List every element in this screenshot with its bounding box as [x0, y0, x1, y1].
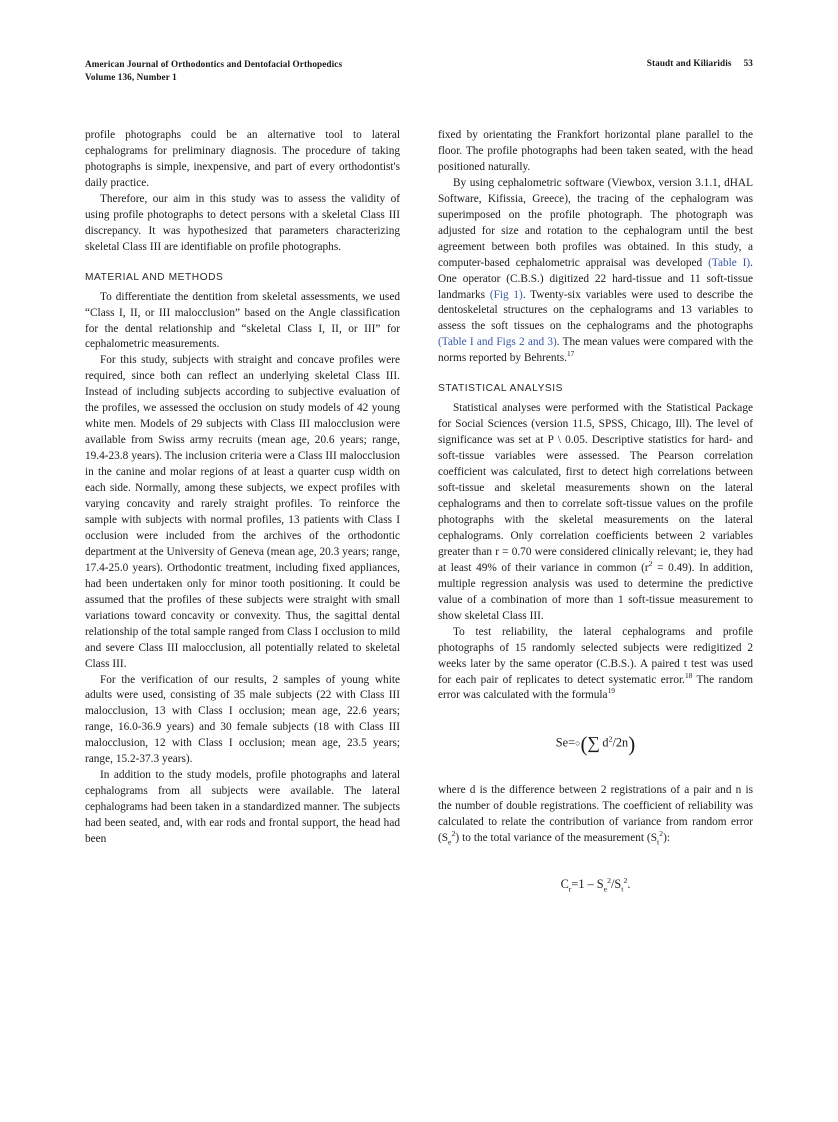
running-head-authors-block	[647, 58, 753, 68]
formula2-num-sub: e	[603, 884, 608, 894]
left-column	[85, 128, 400, 892]
page-number: 53	[743, 58, 753, 68]
formula-reliability-coefficient	[438, 877, 753, 892]
st-superscript: 2	[659, 829, 664, 839]
formula2-equals: =	[571, 877, 579, 892]
section-heading-statistical-analysis: STATISTICAL ANALYSIS	[438, 383, 563, 395]
paragraph-sample: For this study, subjects with straight and concave profiles were required, since both can reflect an underlying skeletal Class III. Instead of including subjects according to subjective evaluation of the profiles, we assessed the occlusion on study models of 42 young white men. Models of 29 subjects with Class III malocclusion were available from Swiss army recruits (mean age, 20.6 years; range, 19.4-23.8 years). The inclusion criteria were a Class III malocclusion in the canine and molar regions of at least a quarter cusp width on each side. Normally, among these subjects, we expect profiles with varying concavity and rarely straight profiles. To reinforce the sample with subjects with normal profiles, 13 patients with Class I occlusion were included from the archives of the orthodontic department at the University of Geneva (mean age, 20.3 years; range, 17.4-25.0 years). Orthodontic treatment, including fixed appliances, had been undertaken only for minor tooth positioning. It could be assumed that the profiles of these subjects were straight with small variations toward concavity or convexity. Thus, the sagittal dental relationship of the total sample ranged from Class I occlusion to mild and severe Class III malocclusion, all potentially related to skeletal Class III.	[85, 354, 400, 670]
formula-lhs: Se	[555, 735, 569, 750]
spacer	[438, 847, 753, 877]
formula-root-symbol: ○	[575, 738, 581, 749]
spacer	[438, 757, 753, 783]
st-subscript: t	[656, 837, 660, 847]
reference-marker-17: 17	[566, 349, 575, 359]
formula-exponent: 2	[608, 734, 613, 744]
spacer	[438, 367, 753, 383]
formula2-lhs: C	[560, 877, 569, 892]
paragraph-reliability	[438, 625, 753, 705]
spacer	[438, 704, 753, 732]
right-column	[438, 128, 753, 892]
journal-title: American Journal of Orthodontics and Dentofacial Orthopedics	[85, 59, 343, 69]
software-text-1: By using cephalometric software (Viewbox, version 3.1.1, dHAL Software, Kifissia, Greece), the tracing of the cephalogram was superimposed on the profile photograph. The photograph was adjusted for size and rotation to the cephalogram until the best agreement between both profiles was obtained. In this study, a computer-based cephalometric appraisal was developed	[438, 176, 753, 269]
xref-fig-1[interactable]: (Fig 1)	[489, 288, 523, 301]
paragraph-intro-continued: profile photographs could be an alternative tool to lateral cephalograms for preliminary diagnosis. The procedure of taking photographs is simple, inexpensive, and part of every orthodontist's daily practice.	[85, 129, 400, 189]
statistics-text-2: = 0.49). In addition, multiple regression analysis was used to determine the predictive value of a combination of more than 1 soft-tissue measurement to show skeletal Class III.	[438, 561, 753, 622]
reliability-text-1: To test reliability, the lateral cephalograms and profile photographs of 15 randomly selected subjects were redigitized 2 weeks later by the same operator (C.B.S.). A paired t test was used for each pair of replicates to detect systematic error.	[438, 625, 753, 686]
reference-marker-18: 18	[684, 670, 693, 680]
formula-close-paren: )	[628, 732, 636, 757]
paragraph-verification: For the verification of our results, 2 samples of young white adults were used, consisting of 35 male subjects (22 with Class III malocclusion, 13 with Class I occlusion; mean age, 22.6 years; range, 16.0-36.9 years) and 30 female subjects (18 with Class III malocclusion, 12 with Class I occlusion; mean age, 23.5 years; range, 15.2-37.3 years).	[85, 673, 400, 766]
reference-marker-19: 19	[607, 686, 615, 696]
paragraph-classification: To differentiate the dentition from skeletal assessments, we used “Class I, II, or III malocclusion” based on the Angle classification for the dental relationship and “skeletal Class I, II, or III” for cephalometric measurements.	[85, 290, 400, 351]
paragraph-cephalograms: In addition to the study models, profile photographs and lateral cephalograms from all subjects were available. The lateral cephalograms had been taken in a standardized manner. The subjects had been seated, and, with ear rods and frontal support, the head had been	[85, 769, 400, 846]
paragraph-aim: Therefore, our aim in this study was to assess the validity of using profile photographs to detect persons with a skeletal Class III discrepancy. It was hypothesized that parameters characterizing skeletal Class III are identifiable on profile photographs.	[85, 192, 400, 253]
r-squared-exponent: 2	[648, 559, 653, 569]
running-head-journal-block	[85, 58, 342, 85]
running-head-authors: Staudt and Kiliaridis	[646, 58, 732, 68]
formula-open-paren: (	[580, 732, 588, 757]
volume-issue: Volume 136, Number 1	[85, 72, 177, 83]
formula2-period: .	[627, 877, 631, 892]
formula2-num-sup: 2	[607, 876, 611, 886]
reliability-text-2: The random error was calculated with the formula	[438, 673, 754, 702]
formula-equals: =	[568, 735, 576, 750]
coefficient-text-3: ):	[663, 832, 670, 845]
running-head	[85, 58, 753, 85]
formula2-denominator: S	[614, 877, 622, 892]
spacer	[85, 283, 400, 290]
formula2-slash: /	[611, 877, 615, 892]
spacer	[438, 394, 753, 401]
formula2-lhs-sub: r	[568, 884, 572, 894]
spacer	[85, 256, 400, 272]
formula2-den-sup: 2	[623, 876, 628, 886]
formula-sigma: ∑	[587, 732, 600, 753]
paragraph-coefficient	[438, 783, 753, 847]
software-text-3: . Twenty-six variables were used to describe the dentoskeletal structures on the cephalograms and 13 variables to assess the soft tissues on the cephalograms and the photographs	[438, 288, 753, 333]
article-body	[85, 128, 753, 892]
formula-variable: d	[602, 735, 609, 750]
formula-divisor: /2n	[612, 735, 629, 750]
software-text-2: . One operator (C.B.S.) digitized 22 hard-tissue and 11 soft-tissue landmarks	[438, 256, 753, 301]
paragraph-software	[438, 176, 753, 367]
xref-table-1-figs-2-3[interactable]: (Table I and Figs 2 and 3)	[438, 336, 557, 349]
paragraph-statistics	[438, 401, 753, 624]
formula2-minus: –	[587, 877, 594, 892]
coefficient-text-1: where d is the difference between 2 registrations of a pair and n is the number of double registrations. The coefficient of reliability was calculated to relate the contribution of variance from random error (S	[438, 784, 753, 845]
se-subscript: e	[448, 837, 452, 847]
formula-random-error	[438, 732, 753, 757]
software-text-4: . The mean values were compared with the norms reported by Behrents.	[438, 336, 753, 365]
statistics-text-1: Statistical analyses were performed with the Statistical Package for Social Sciences (version 11.5, SPSS, Chicago, Ill). The level of significance was set at P \ 0.05. Descriptive statistics for hard- and soft-tissue variables were assessed. The Pearson correlation coefficient was calculated, first to detect high correlations between soft-tissue and skeletal measurements shown on the lateral cephalograms and then to correlate soft-tissue values on the profile photographs with the skeletal measurements on the lateral cephalograms. Only correlation coefficients between 2 variables greater than r = 0.70 were considered clinically relevant; ie, they had at least 49% of their variance in common (r	[438, 402, 753, 574]
formula2-den-sub: t	[621, 884, 624, 894]
paragraph-frankfort: fixed by orientating the Frankfort horizontal plane parallel to the floor. The profile photographs had been taken seated, with the head positioned naturally.	[438, 129, 753, 173]
section-heading-material-and-methods: MATERIAL AND METHODS	[85, 271, 224, 283]
coefficient-text-2: ) to the total variance of the measurement (S	[455, 832, 657, 845]
se-superscript: 2	[451, 829, 456, 839]
xref-table-1[interactable]: (Table I)	[708, 256, 751, 269]
formula2-one: 1	[578, 877, 585, 892]
formula2-numerator: S	[596, 877, 604, 892]
